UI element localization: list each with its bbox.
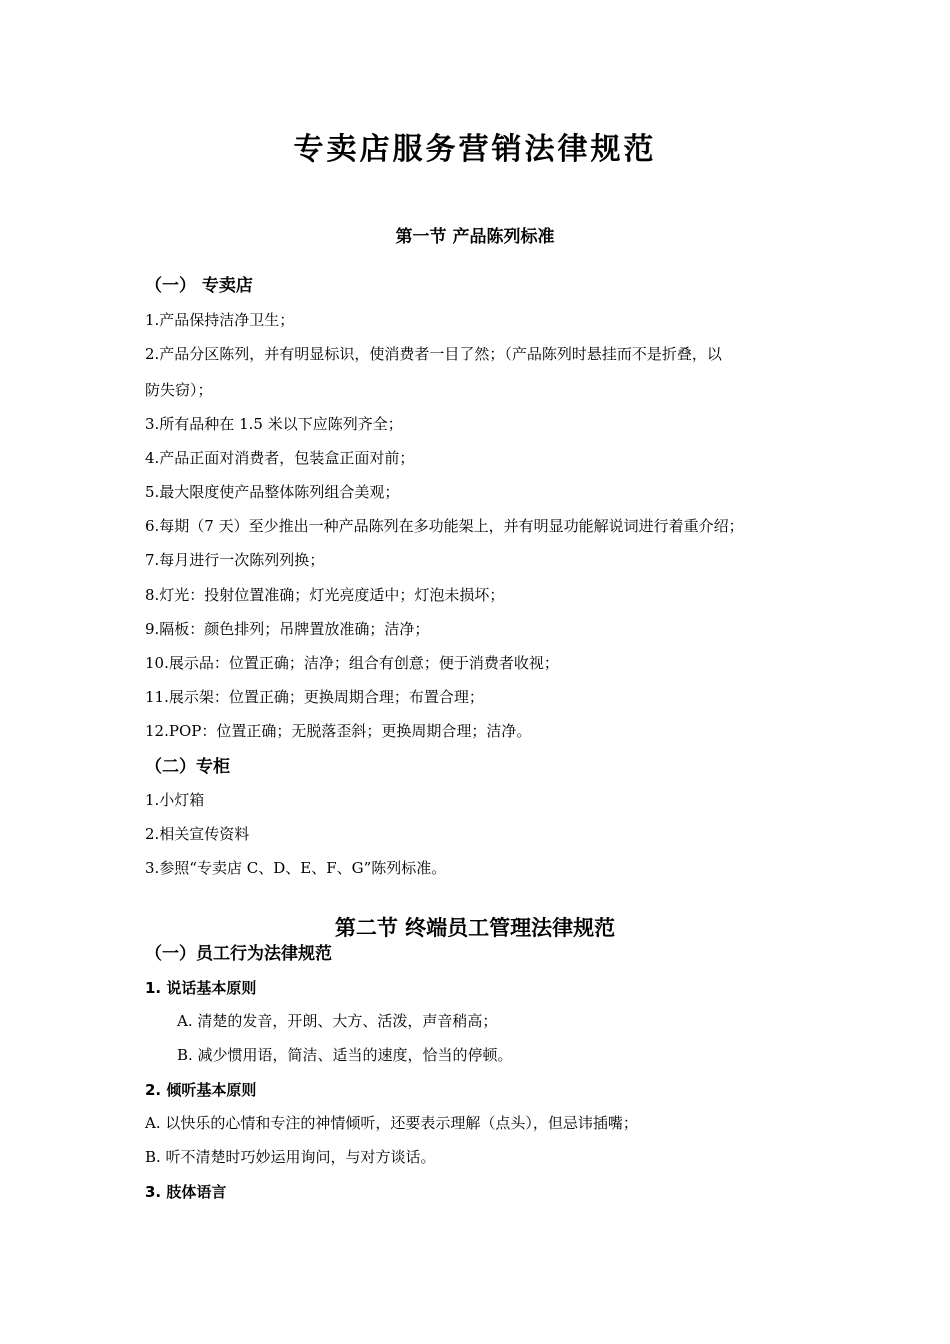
section-1-heading: 第一节 产品陈列标准 [395, 227, 555, 247]
speaking-principles-heading: 1. 说话基本原则 [145, 979, 257, 997]
list-item: A. 以快乐的心情和专注的神情倾听，还要表示理解（点头），但忌讳插嘴； [145, 1114, 638, 1132]
section-2-heading: 第二节 终端员工管理法律规范 [334, 916, 616, 940]
paragraph-line: 6.每期（7 天）至少推出一种产品陈列在多功能架上，并有明显功能解说词进行着重介绍； [145, 517, 744, 535]
paragraph-line: 2.产品分区陈列，并有明显标识，使消费者一目了然；（产品陈列时悬挂而不是折叠，以 [145, 345, 722, 363]
paragraph-line: 5.最大限度使产品整体陈列组合美观； [145, 483, 400, 501]
listening-principles-heading: 2. 倾听基本原则 [145, 1081, 257, 1099]
subsection-store-heading: （一） 专卖店 [145, 276, 253, 296]
subsection-counter-heading: （二）专柜 [145, 757, 230, 777]
paragraph-line: 1.产品保持洁净卫生； [145, 311, 295, 329]
paragraph-line: 3.参照“专卖店 C、D、E、F、G”陈列标准。 [145, 859, 447, 877]
paragraph-line: 1.小灯箱 [145, 791, 205, 809]
subsection-behavior-heading: （一）员工行为法律规范 [145, 944, 332, 964]
document-title: 专卖店服务营销法律规范 [293, 132, 657, 167]
paragraph-line: 2.相关宣传资料 [145, 825, 250, 843]
paragraph-line: 8.灯光：投射位置准确；灯光亮度适中；灯泡未损坏； [145, 586, 505, 604]
paragraph-line: 防失窃）； [145, 381, 213, 399]
paragraph-line: 7.每月进行一次陈列列换； [145, 551, 325, 569]
paragraph-line: 4.产品正面对消费者，包装盒正面对前； [145, 449, 415, 467]
paragraph-line: 11.展示架：位置正确；更换周期合理；布置合理； [145, 688, 484, 706]
paragraph-line: 12.POP：位置正确；无脱落歪斜；更换周期合理；洁净。 [145, 722, 532, 740]
body-language-heading: 3. 肢体语言 [145, 1183, 227, 1201]
list-item: A. 清楚的发音，开朗、大方、活泼，声音稍高； [177, 1012, 498, 1030]
paragraph-line: 10.展示品：位置正确；洁净；组合有创意；便于消费者收视； [145, 654, 559, 672]
list-item: B. 听不清楚时巧妙运用询问，与对方谈话。 [145, 1148, 436, 1166]
paragraph-line: 9.隔板：颜色排列；吊牌置放准确；洁净； [145, 620, 430, 638]
list-item: B. 减少惯用语，简洁、适当的速度，恰当的停顿。 [177, 1046, 513, 1064]
paragraph-line: 3.所有品种在 1.5 米以下应陈列齐全； [145, 415, 403, 433]
